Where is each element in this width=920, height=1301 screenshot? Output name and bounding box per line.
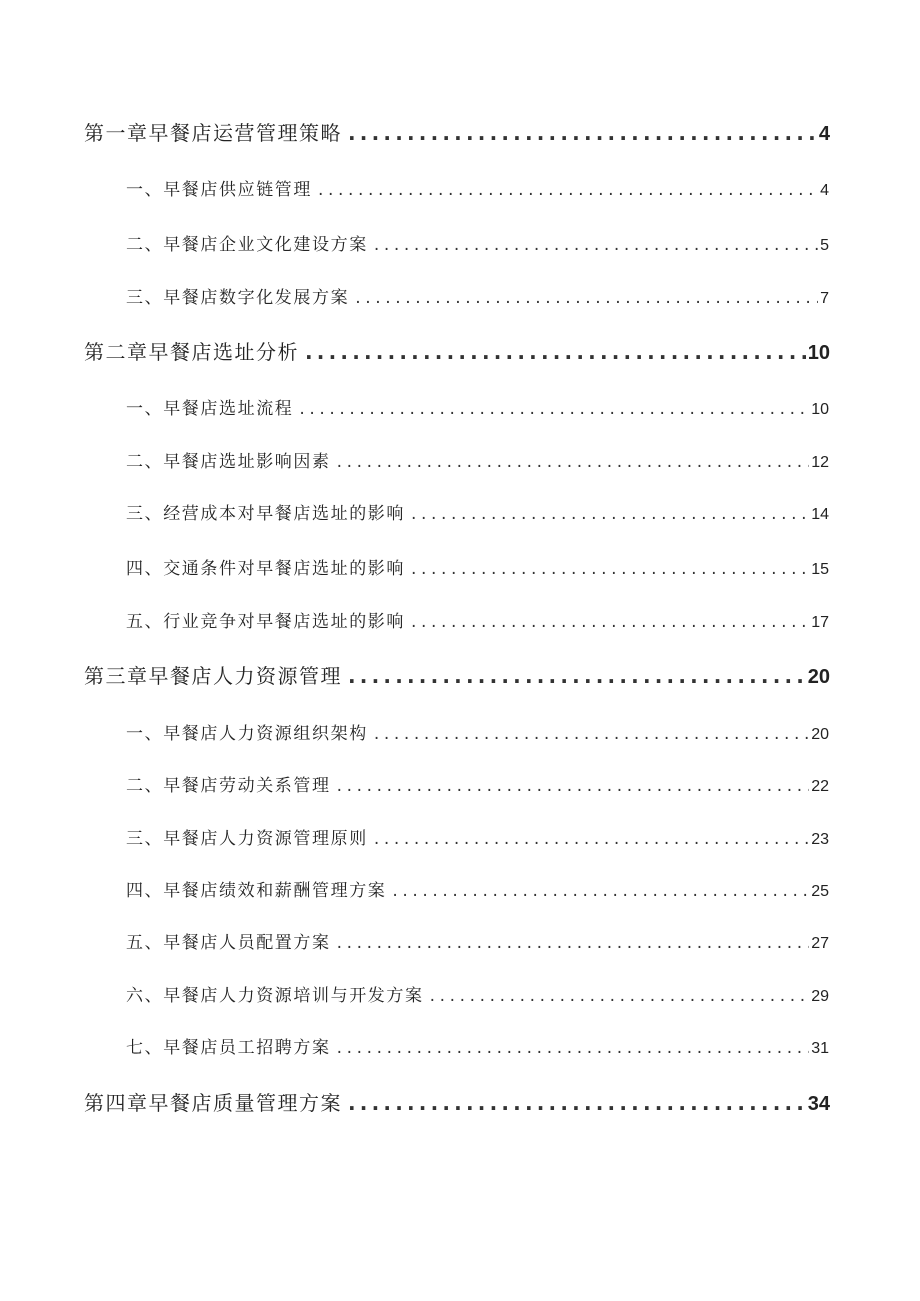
toc-entry-page: 12 (811, 454, 829, 471)
toc-entry-title: 六、早餐店人力资源培训与开发方案 (126, 986, 424, 1006)
toc-section-2-2[interactable] (126, 447, 829, 472)
dot-leader (337, 933, 810, 953)
toc-section-1-3[interactable] (126, 283, 829, 308)
dot-leader (348, 1091, 806, 1115)
toc-entry-page: 14 (811, 506, 829, 523)
toc-entry-title: 二、早餐店劳动关系管理 (126, 776, 331, 796)
toc-section-3-2[interactable] (126, 771, 829, 796)
dot-leader (337, 1038, 810, 1058)
dot-leader (411, 612, 809, 632)
dot-leader (318, 180, 818, 200)
toc-entry-title: 三、早餐店人力资源管理原则 (126, 829, 368, 849)
toc-entry-page: 4 (818, 123, 830, 145)
toc-section-2-1[interactable] (126, 394, 829, 419)
toc-entry-title: 第一章早餐店运营管理策略 (84, 121, 342, 145)
dot-leader (305, 340, 806, 364)
dot-leader (374, 829, 809, 849)
dot-leader (411, 559, 809, 579)
toc-section-2-3[interactable] (126, 499, 829, 524)
dot-leader (355, 288, 818, 308)
toc-entry-title: 三、经营成本对早餐店选址的影响 (126, 504, 405, 524)
dot-leader (337, 452, 810, 472)
toc-entry-title: 五、行业竞争对早餐店选址的影响 (126, 612, 405, 632)
toc-entry-page: 7 (820, 290, 829, 307)
toc-entry-page: 25 (811, 883, 829, 900)
toc-entry-title: 二、早餐店企业文化建设方案 (126, 235, 368, 255)
toc-section-3-3[interactable] (126, 824, 829, 849)
toc-section-3-7[interactable] (126, 1033, 829, 1058)
toc-chapter-3[interactable] (84, 660, 830, 689)
dot-leader (430, 986, 810, 1006)
toc-entry-title: 一、早餐店供应链管理 (126, 180, 312, 200)
toc-entry-title: 三、早餐店数字化发展方案 (126, 288, 350, 308)
dot-leader (348, 664, 806, 688)
toc-entry-page: 20 (811, 726, 829, 743)
dot-leader (299, 399, 809, 419)
toc-section-1-1[interactable] (126, 175, 829, 200)
toc-section-2-5[interactable] (126, 607, 829, 632)
toc-entry-page: 17 (811, 614, 829, 631)
toc-section-2-4[interactable] (126, 554, 829, 579)
toc-chapter-4[interactable] (84, 1087, 830, 1116)
toc-entry-title: 四、交通条件对早餐店选址的影响 (126, 559, 405, 579)
toc-entry-page: 5 (820, 237, 829, 254)
toc-entry-page: 10 (811, 401, 829, 418)
toc-entry-page: 15 (811, 561, 829, 578)
toc-entry-page: 34 (807, 1093, 830, 1115)
toc-section-3-1[interactable] (126, 719, 829, 744)
toc-section-3-5[interactable] (126, 928, 829, 953)
toc-section-3-6[interactable] (126, 981, 829, 1006)
toc-entry-title: 第二章早餐店选址分析 (84, 340, 299, 364)
toc-entry-title: 第四章早餐店质量管理方案 (84, 1091, 342, 1115)
toc-entry-page: 31 (811, 1040, 829, 1057)
dot-leader (348, 121, 817, 145)
dot-leader (374, 235, 818, 255)
toc-entry-page: 27 (811, 935, 829, 952)
toc-entry-page: 10 (807, 342, 830, 364)
toc-section-3-4[interactable] (126, 876, 829, 901)
toc-section-1-2[interactable] (126, 230, 829, 255)
dot-leader (337, 776, 810, 796)
toc-entry-title: 一、早餐店选址流程 (126, 399, 294, 419)
toc-chapter-2[interactable] (84, 336, 830, 365)
toc-chapter-1[interactable] (84, 117, 830, 146)
dot-leader (392, 881, 809, 901)
toc-entry-page: 4 (820, 182, 829, 199)
toc-entry-title: 五、早餐店人员配置方案 (126, 933, 331, 953)
toc-entry-title: 第三章早餐店人力资源管理 (84, 664, 342, 688)
toc-entry-page: 22 (811, 778, 829, 795)
dot-leader (411, 504, 809, 524)
toc-entry-title: 二、早餐店选址影响因素 (126, 452, 331, 472)
toc-entry-page: 20 (807, 666, 830, 688)
toc-entry-title: 四、早餐店绩效和薪酬管理方案 (126, 881, 387, 901)
toc-entry-page: 23 (811, 831, 829, 848)
dot-leader (374, 724, 809, 744)
toc-entry-title: 一、早餐店人力资源组织架构 (126, 724, 368, 744)
toc-entry-page: 29 (811, 988, 829, 1005)
toc-entry-title: 七、早餐店员工招聘方案 (126, 1038, 331, 1058)
